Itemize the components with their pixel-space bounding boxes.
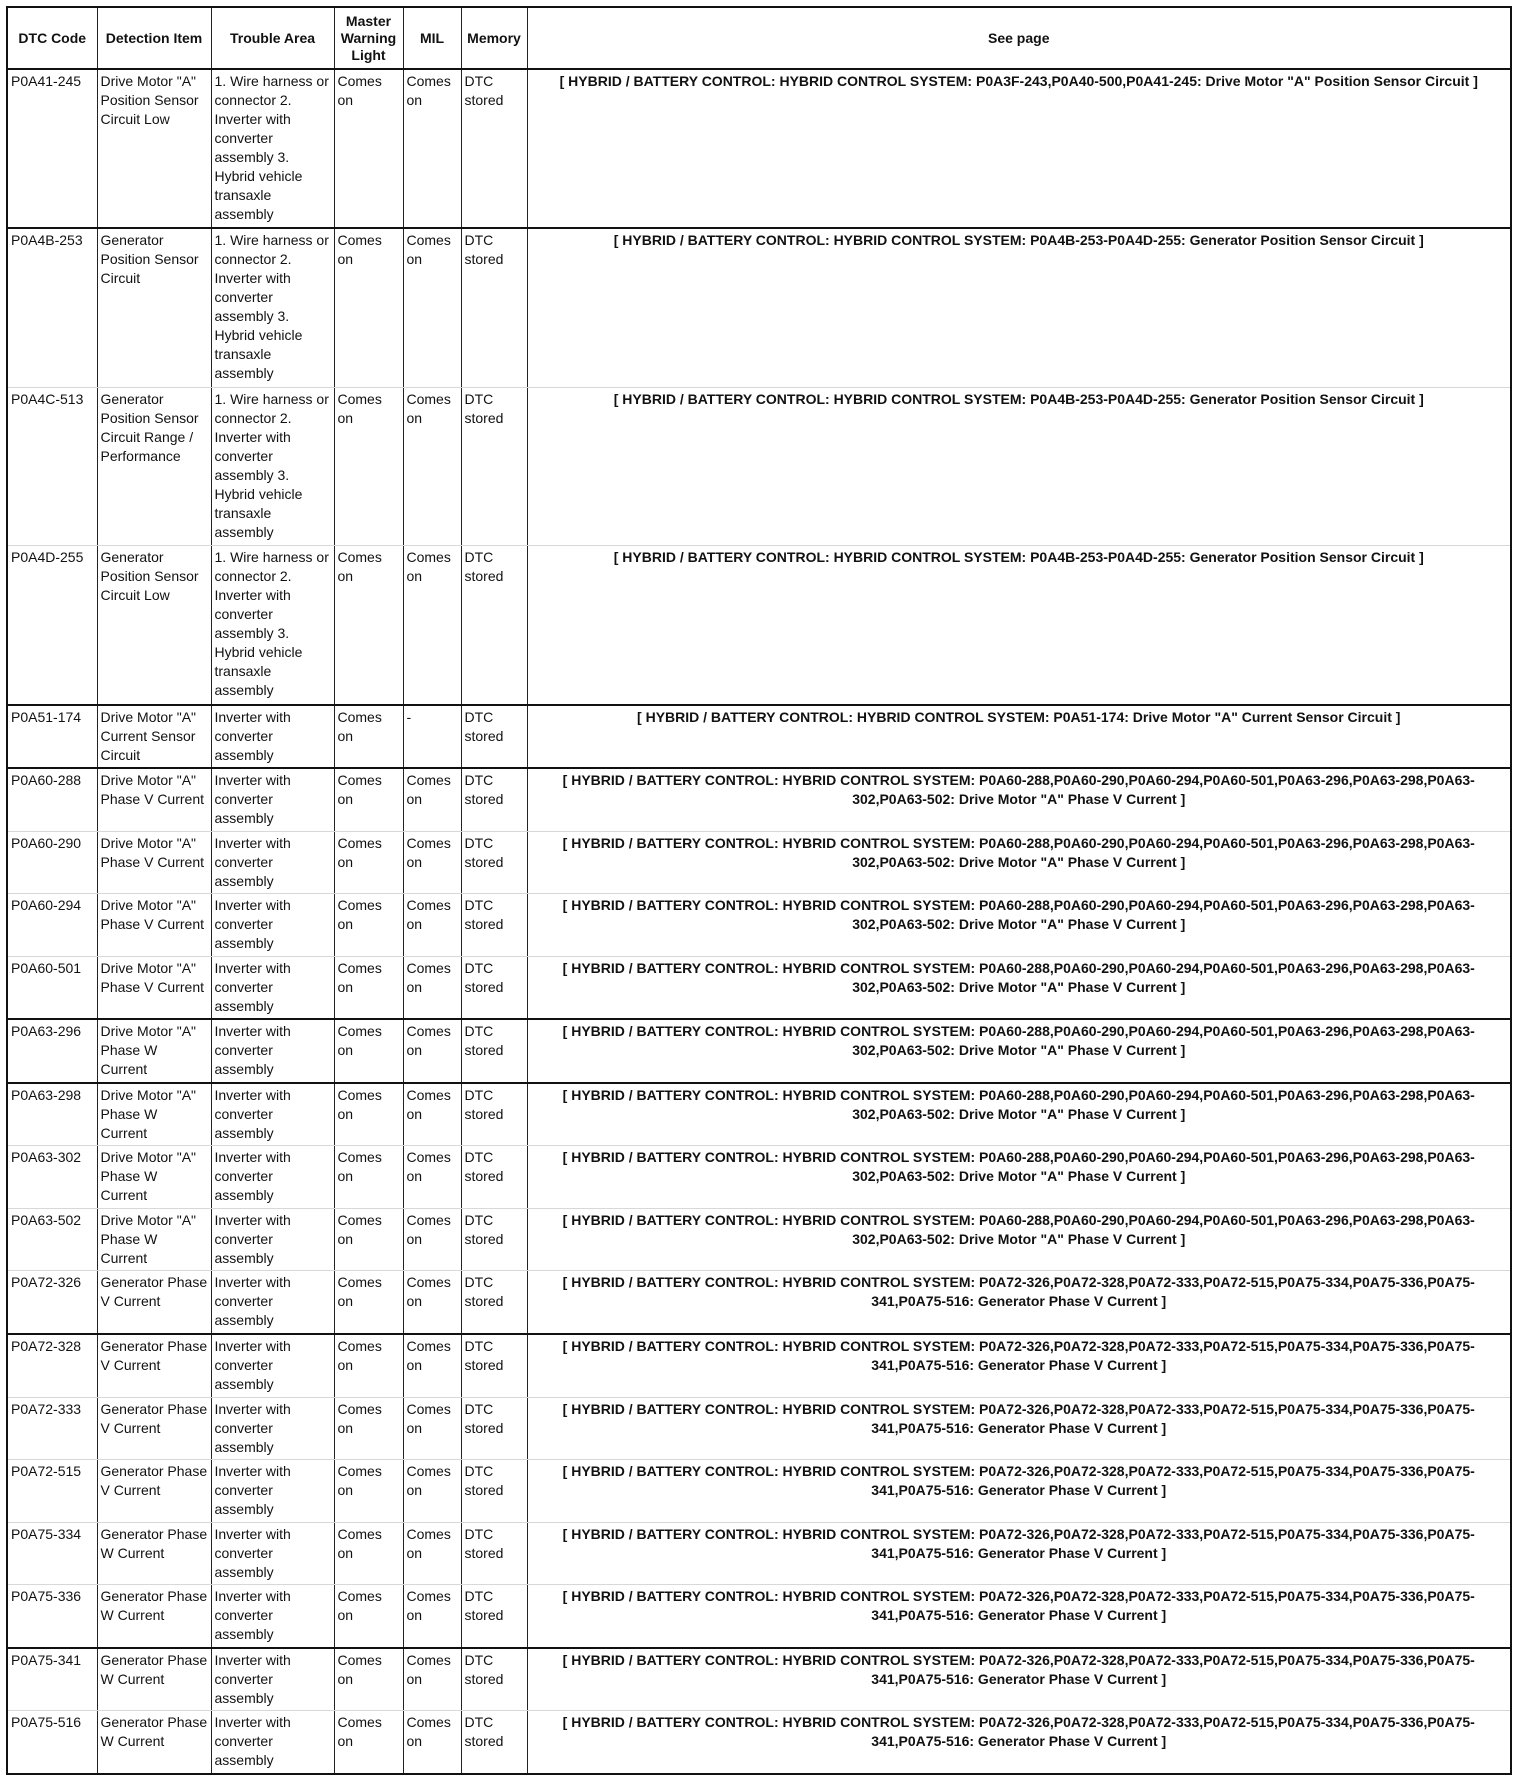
memory-cell: DTC stored <box>461 228 527 387</box>
table-row <box>7 705 1511 769</box>
dtc-code-cell: P0A60-290 <box>7 831 97 894</box>
mil-cell: Comes on <box>403 1711 461 1774</box>
dtc-table <box>6 6 1512 1775</box>
memory-cell: DTC stored <box>461 1711 527 1774</box>
memory-cell: DTC stored <box>461 1648 527 1711</box>
master-warning-cell: Comes on <box>334 1648 403 1711</box>
master-warning-cell: Comes on <box>334 1146 403 1209</box>
table-body <box>7 69 1511 1774</box>
mil-cell: Comes on <box>403 546 461 705</box>
mil-cell: - <box>403 705 461 769</box>
col-header-see-page: See page <box>527 7 1511 69</box>
see-page-link[interactable]: [ HYBRID / BATTERY CONTROL: HYBRID CONTROL SYSTEM: P0A51-174: Drive Motor "A" Current Sensor Circuit ] <box>527 705 1511 769</box>
mil-cell: Comes on <box>403 1460 461 1523</box>
dtc-code-cell: P0A51-174 <box>7 705 97 769</box>
see-page-link[interactable]: [ HYBRID / BATTERY CONTROL: HYBRID CONTROL SYSTEM: P0A72-326,P0A72-328,P0A72-333,P0A72-515,P0A75-334,P0A75-336,P0A75-341,P0A75-516: Generator Phase V Current ] <box>527 1271 1511 1334</box>
trouble-area-cell: Inverter with converter assembly <box>211 1711 334 1774</box>
trouble-area-cell: Inverter with converter assembly <box>211 1648 334 1711</box>
detection-item-cell: Generator Phase W Current <box>97 1585 211 1648</box>
see-page-link[interactable]: [ HYBRID / BATTERY CONTROL: HYBRID CONTROL SYSTEM: P0A60-288,P0A60-290,P0A60-294,P0A60-501,P0A63-296,P0A63-298,P0A63-302,P0A63-502: Drive Motor "A" Phase V Current ] <box>527 831 1511 894</box>
col-header-detection-item: Detection Item <box>97 7 211 69</box>
detection-item-cell: Generator Phase W Current <box>97 1711 211 1774</box>
memory-cell: DTC stored <box>461 1585 527 1648</box>
detection-item-cell: Drive Motor "A" Phase V Current <box>97 768 211 831</box>
see-page-link[interactable]: [ HYBRID / BATTERY CONTROL: HYBRID CONTROL SYSTEM: P0A60-288,P0A60-290,P0A60-294,P0A60-501,P0A63-296,P0A63-298,P0A63-302,P0A63-502: Drive Motor "A" Phase V Current ] <box>527 1146 1511 1209</box>
mil-cell: Comes on <box>403 1397 461 1460</box>
table-row <box>7 1146 1511 1209</box>
mil-cell: Comes on <box>403 1271 461 1334</box>
table-row <box>7 956 1511 1019</box>
see-page-link[interactable]: [ HYBRID / BATTERY CONTROL: HYBRID CONTROL SYSTEM: P0A72-326,P0A72-328,P0A72-333,P0A72-515,P0A75-334,P0A75-336,P0A75-341,P0A75-516: Generator Phase V Current ] <box>527 1460 1511 1523</box>
table-row <box>7 1083 1511 1146</box>
memory-cell: DTC stored <box>461 546 527 705</box>
mil-cell: Comes on <box>403 69 461 228</box>
dtc-code-cell: P0A63-502 <box>7 1208 97 1271</box>
master-warning-cell: Comes on <box>334 1208 403 1271</box>
detection-item-cell: Drive Motor "A" Phase V Current <box>97 831 211 894</box>
mil-cell: Comes on <box>403 387 461 545</box>
table-row <box>7 387 1511 545</box>
master-warning-cell: Comes on <box>334 1334 403 1397</box>
dtc-code-cell: P0A72-326 <box>7 1271 97 1334</box>
col-header-trouble-area: Trouble Area <box>211 7 334 69</box>
table-row <box>7 228 1511 387</box>
see-page-link[interactable]: [ HYBRID / BATTERY CONTROL: HYBRID CONTROL SYSTEM: P0A60-288,P0A60-290,P0A60-294,P0A60-501,P0A63-296,P0A63-298,P0A63-302,P0A63-502: Drive Motor "A" Phase V Current ] <box>527 768 1511 831</box>
dtc-code-cell: P0A60-288 <box>7 768 97 831</box>
dtc-code-cell: P0A72-328 <box>7 1334 97 1397</box>
detection-item-cell: Drive Motor "A" Position Sensor Circuit Low <box>97 69 211 228</box>
dtc-code-cell: P0A72-333 <box>7 1397 97 1460</box>
dtc-code-cell: P0A63-302 <box>7 1146 97 1209</box>
detection-item-cell: Drive Motor "A" Phase W Current <box>97 1083 211 1146</box>
mil-cell: Comes on <box>403 228 461 387</box>
col-header-dtc-code: DTC Code <box>7 7 97 69</box>
dtc-code-cell: P0A75-341 <box>7 1648 97 1711</box>
master-warning-cell: Comes on <box>334 387 403 545</box>
master-warning-cell: Comes on <box>334 1397 403 1460</box>
table-row <box>7 1585 1511 1648</box>
detection-item-cell: Drive Motor "A" Phase W Current <box>97 1208 211 1271</box>
see-page-link[interactable]: [ HYBRID / BATTERY CONTROL: HYBRID CONTROL SYSTEM: P0A4B-253-P0A4D-255: Generator Position Sensor Circuit ] <box>527 546 1511 705</box>
see-page-link[interactable]: [ HYBRID / BATTERY CONTROL: HYBRID CONTROL SYSTEM: P0A72-326,P0A72-328,P0A72-333,P0A72-515,P0A75-334,P0A75-336,P0A75-341,P0A75-516: Generator Phase V Current ] <box>527 1585 1511 1648</box>
master-warning-cell: Comes on <box>334 1522 403 1585</box>
mil-cell: Comes on <box>403 956 461 1019</box>
trouble-area-cell: Inverter with converter assembly <box>211 705 334 769</box>
detection-item-cell: Drive Motor "A" Phase W Current <box>97 1019 211 1083</box>
detection-item-cell: Generator Phase W Current <box>97 1648 211 1711</box>
master-warning-cell: Comes on <box>334 956 403 1019</box>
master-warning-cell: Comes on <box>334 1711 403 1774</box>
memory-cell: DTC stored <box>461 1019 527 1083</box>
detection-item-cell: Generator Position Sensor Circuit <box>97 228 211 387</box>
table-row <box>7 1019 1511 1083</box>
master-warning-cell: Comes on <box>334 894 403 957</box>
dtc-code-cell: P0A4C-513 <box>7 387 97 545</box>
detection-item-cell: Generator Phase V Current <box>97 1460 211 1523</box>
see-page-link[interactable]: [ HYBRID / BATTERY CONTROL: HYBRID CONTROL SYSTEM: P0A72-326,P0A72-328,P0A72-333,P0A72-515,P0A75-334,P0A75-336,P0A75-341,P0A75-516: Generator Phase V Current ] <box>527 1711 1511 1774</box>
trouble-area-cell: Inverter with converter assembly <box>211 831 334 894</box>
table-row <box>7 768 1511 831</box>
memory-cell: DTC stored <box>461 894 527 957</box>
see-page-link[interactable]: [ HYBRID / BATTERY CONTROL: HYBRID CONTROL SYSTEM: P0A4B-253-P0A4D-255: Generator Position Sensor Circuit ] <box>527 387 1511 545</box>
master-warning-cell: Comes on <box>334 1460 403 1523</box>
mil-cell: Comes on <box>403 1208 461 1271</box>
trouble-area-cell: Inverter with converter assembly <box>211 1019 334 1083</box>
see-page-link[interactable]: [ HYBRID / BATTERY CONTROL: HYBRID CONTROL SYSTEM: P0A4B-253-P0A4D-255: Generator Position Sensor Circuit ] <box>527 228 1511 387</box>
mil-cell: Comes on <box>403 894 461 957</box>
trouble-area-cell: Inverter with converter assembly <box>211 1271 334 1334</box>
dtc-code-cell: P0A63-298 <box>7 1083 97 1146</box>
master-warning-cell: Comes on <box>334 69 403 228</box>
mil-cell: Comes on <box>403 768 461 831</box>
master-warning-cell: Comes on <box>334 831 403 894</box>
memory-cell: DTC stored <box>461 1334 527 1397</box>
detection-item-cell: Generator Position Sensor Circuit Range / Performance <box>97 387 211 545</box>
trouble-area-cell: Inverter with converter assembly <box>211 1083 334 1146</box>
table-header <box>7 7 1511 69</box>
detection-item-cell: Drive Motor "A" Phase W Current <box>97 1146 211 1209</box>
trouble-area-cell: Inverter with converter assembly <box>211 894 334 957</box>
detection-item-cell: Generator Position Sensor Circuit Low <box>97 546 211 705</box>
detection-item-cell: Drive Motor "A" Phase V Current <box>97 894 211 957</box>
trouble-area-cell: Inverter with converter assembly <box>211 1208 334 1271</box>
memory-cell: DTC stored <box>461 1397 527 1460</box>
table-row <box>7 1397 1511 1460</box>
mil-cell: Comes on <box>403 1585 461 1648</box>
trouble-area-cell: Inverter with converter assembly <box>211 1585 334 1648</box>
see-page-link[interactable]: [ HYBRID / BATTERY CONTROL: HYBRID CONTROL SYSTEM: P0A3F-243,P0A40-500,P0A41-245: Drive Motor "A" Position Sensor Circuit ] <box>527 69 1511 228</box>
dtc-code-cell: P0A75-334 <box>7 1522 97 1585</box>
col-header-master-warning-light: Master Warning Light <box>334 7 403 69</box>
memory-cell: DTC stored <box>461 1083 527 1146</box>
dtc-code-cell: P0A63-296 <box>7 1019 97 1083</box>
table-row <box>7 1648 1511 1711</box>
col-header-memory: Memory <box>461 7 527 69</box>
dtc-code-cell: P0A4B-253 <box>7 228 97 387</box>
detection-item-cell: Drive Motor "A" Current Sensor Circuit <box>97 705 211 769</box>
dtc-code-cell: P0A60-294 <box>7 894 97 957</box>
see-page-link[interactable]: [ HYBRID / BATTERY CONTROL: HYBRID CONTROL SYSTEM: P0A60-288,P0A60-290,P0A60-294,P0A60-501,P0A63-296,P0A63-298,P0A63-302,P0A63-502: Drive Motor "A" Phase V Current ] <box>527 956 1511 1019</box>
master-warning-cell: Comes on <box>334 705 403 769</box>
mil-cell: Comes on <box>403 1334 461 1397</box>
table-row <box>7 1460 1511 1523</box>
see-page-link[interactable]: [ HYBRID / BATTERY CONTROL: HYBRID CONTROL SYSTEM: P0A72-326,P0A72-328,P0A72-333,P0A72-515,P0A75-334,P0A75-336,P0A75-341,P0A75-516: Generator Phase V Current ] <box>527 1334 1511 1397</box>
master-warning-cell: Comes on <box>334 228 403 387</box>
dtc-code-cell: P0A4D-255 <box>7 546 97 705</box>
table-row <box>7 831 1511 894</box>
table-row <box>7 894 1511 957</box>
master-warning-cell: Comes on <box>334 768 403 831</box>
memory-cell: DTC stored <box>461 831 527 894</box>
mil-cell: Comes on <box>403 1146 461 1209</box>
memory-cell: DTC stored <box>461 1522 527 1585</box>
col-header-mil: MIL <box>403 7 461 69</box>
trouble-area-cell: 1. Wire harness or connector 2. Inverter with converter assembly 3. Hybrid vehicle transaxle assembly <box>211 69 334 228</box>
trouble-area-cell: Inverter with converter assembly <box>211 1522 334 1585</box>
trouble-area-cell: Inverter with converter assembly <box>211 1460 334 1523</box>
memory-cell: DTC stored <box>461 1271 527 1334</box>
dtc-code-cell: P0A60-501 <box>7 956 97 1019</box>
detection-item-cell: Generator Phase W Current <box>97 1522 211 1585</box>
dtc-code-cell: P0A72-515 <box>7 1460 97 1523</box>
table-row <box>7 1271 1511 1334</box>
mil-cell: Comes on <box>403 1019 461 1083</box>
trouble-area-cell: Inverter with converter assembly <box>211 1146 334 1209</box>
table-row <box>7 1711 1511 1774</box>
dtc-code-cell: P0A75-516 <box>7 1711 97 1774</box>
memory-cell: DTC stored <box>461 387 527 545</box>
master-warning-cell: Comes on <box>334 1271 403 1334</box>
header-row <box>7 7 1511 69</box>
see-page-link[interactable]: [ HYBRID / BATTERY CONTROL: HYBRID CONTROL SYSTEM: P0A72-326,P0A72-328,P0A72-333,P0A72-515,P0A75-334,P0A75-336,P0A75-341,P0A75-516: Generator Phase V Current ] <box>527 1397 1511 1460</box>
trouble-area-cell: 1. Wire harness or connector 2. Inverter with converter assembly 3. Hybrid vehicle transaxle assembly <box>211 387 334 545</box>
detection-item-cell: Drive Motor "A" Phase V Current <box>97 956 211 1019</box>
table-row <box>7 69 1511 228</box>
table-row <box>7 1522 1511 1585</box>
trouble-area-cell: Inverter with converter assembly <box>211 1334 334 1397</box>
trouble-area-cell: Inverter with converter assembly <box>211 956 334 1019</box>
detection-item-cell: Generator Phase V Current <box>97 1334 211 1397</box>
see-page-link[interactable]: [ HYBRID / BATTERY CONTROL: HYBRID CONTROL SYSTEM: P0A60-288,P0A60-290,P0A60-294,P0A60-501,P0A63-296,P0A63-298,P0A63-302,P0A63-502: Drive Motor "A" Phase V Current ] <box>527 1019 1511 1083</box>
trouble-area-cell: Inverter with converter assembly <box>211 768 334 831</box>
see-page-link[interactable]: [ HYBRID / BATTERY CONTROL: HYBRID CONTROL SYSTEM: P0A60-288,P0A60-290,P0A60-294,P0A60-501,P0A63-296,P0A63-298,P0A63-302,P0A63-502: Drive Motor "A" Phase V Current ] <box>527 1083 1511 1146</box>
table-row <box>7 546 1511 705</box>
detection-item-cell: Generator Phase V Current <box>97 1397 211 1460</box>
master-warning-cell: Comes on <box>334 1585 403 1648</box>
master-warning-cell: Comes on <box>334 1019 403 1083</box>
trouble-area-cell: 1. Wire harness or connector 2. Inverter with converter assembly 3. Hybrid vehicle transaxle assembly <box>211 546 334 705</box>
memory-cell: DTC stored <box>461 705 527 769</box>
table-row <box>7 1208 1511 1271</box>
memory-cell: DTC stored <box>461 768 527 831</box>
memory-cell: DTC stored <box>461 956 527 1019</box>
mil-cell: Comes on <box>403 1522 461 1585</box>
see-page-link[interactable]: [ HYBRID / BATTERY CONTROL: HYBRID CONTROL SYSTEM: P0A60-288,P0A60-290,P0A60-294,P0A60-501,P0A63-296,P0A63-298,P0A63-302,P0A63-502: Drive Motor "A" Phase V Current ] <box>527 1208 1511 1271</box>
memory-cell: DTC stored <box>461 1208 527 1271</box>
see-page-link[interactable]: [ HYBRID / BATTERY CONTROL: HYBRID CONTROL SYSTEM: P0A72-326,P0A72-328,P0A72-333,P0A72-515,P0A75-334,P0A75-336,P0A75-341,P0A75-516: Generator Phase V Current ] <box>527 1522 1511 1585</box>
dtc-code-cell: P0A75-336 <box>7 1585 97 1648</box>
trouble-area-cell: 1. Wire harness or connector 2. Inverter with converter assembly 3. Hybrid vehicle transaxle assembly <box>211 228 334 387</box>
detection-item-cell: Generator Phase V Current <box>97 1271 211 1334</box>
master-warning-cell: Comes on <box>334 546 403 705</box>
memory-cell: DTC stored <box>461 1460 527 1523</box>
master-warning-cell: Comes on <box>334 1083 403 1146</box>
memory-cell: DTC stored <box>461 69 527 228</box>
mil-cell: Comes on <box>403 1648 461 1711</box>
see-page-link[interactable]: [ HYBRID / BATTERY CONTROL: HYBRID CONTROL SYSTEM: P0A60-288,P0A60-290,P0A60-294,P0A60-501,P0A63-296,P0A63-298,P0A63-302,P0A63-502: Drive Motor "A" Phase V Current ] <box>527 894 1511 957</box>
mil-cell: Comes on <box>403 1083 461 1146</box>
dtc-code-cell: P0A41-245 <box>7 69 97 228</box>
table-row <box>7 1334 1511 1397</box>
see-page-link[interactable]: [ HYBRID / BATTERY CONTROL: HYBRID CONTROL SYSTEM: P0A72-326,P0A72-328,P0A72-333,P0A72-515,P0A75-334,P0A75-336,P0A75-341,P0A75-516: Generator Phase V Current ] <box>527 1648 1511 1711</box>
mil-cell: Comes on <box>403 831 461 894</box>
trouble-area-cell: Inverter with converter assembly <box>211 1397 334 1460</box>
memory-cell: DTC stored <box>461 1146 527 1209</box>
